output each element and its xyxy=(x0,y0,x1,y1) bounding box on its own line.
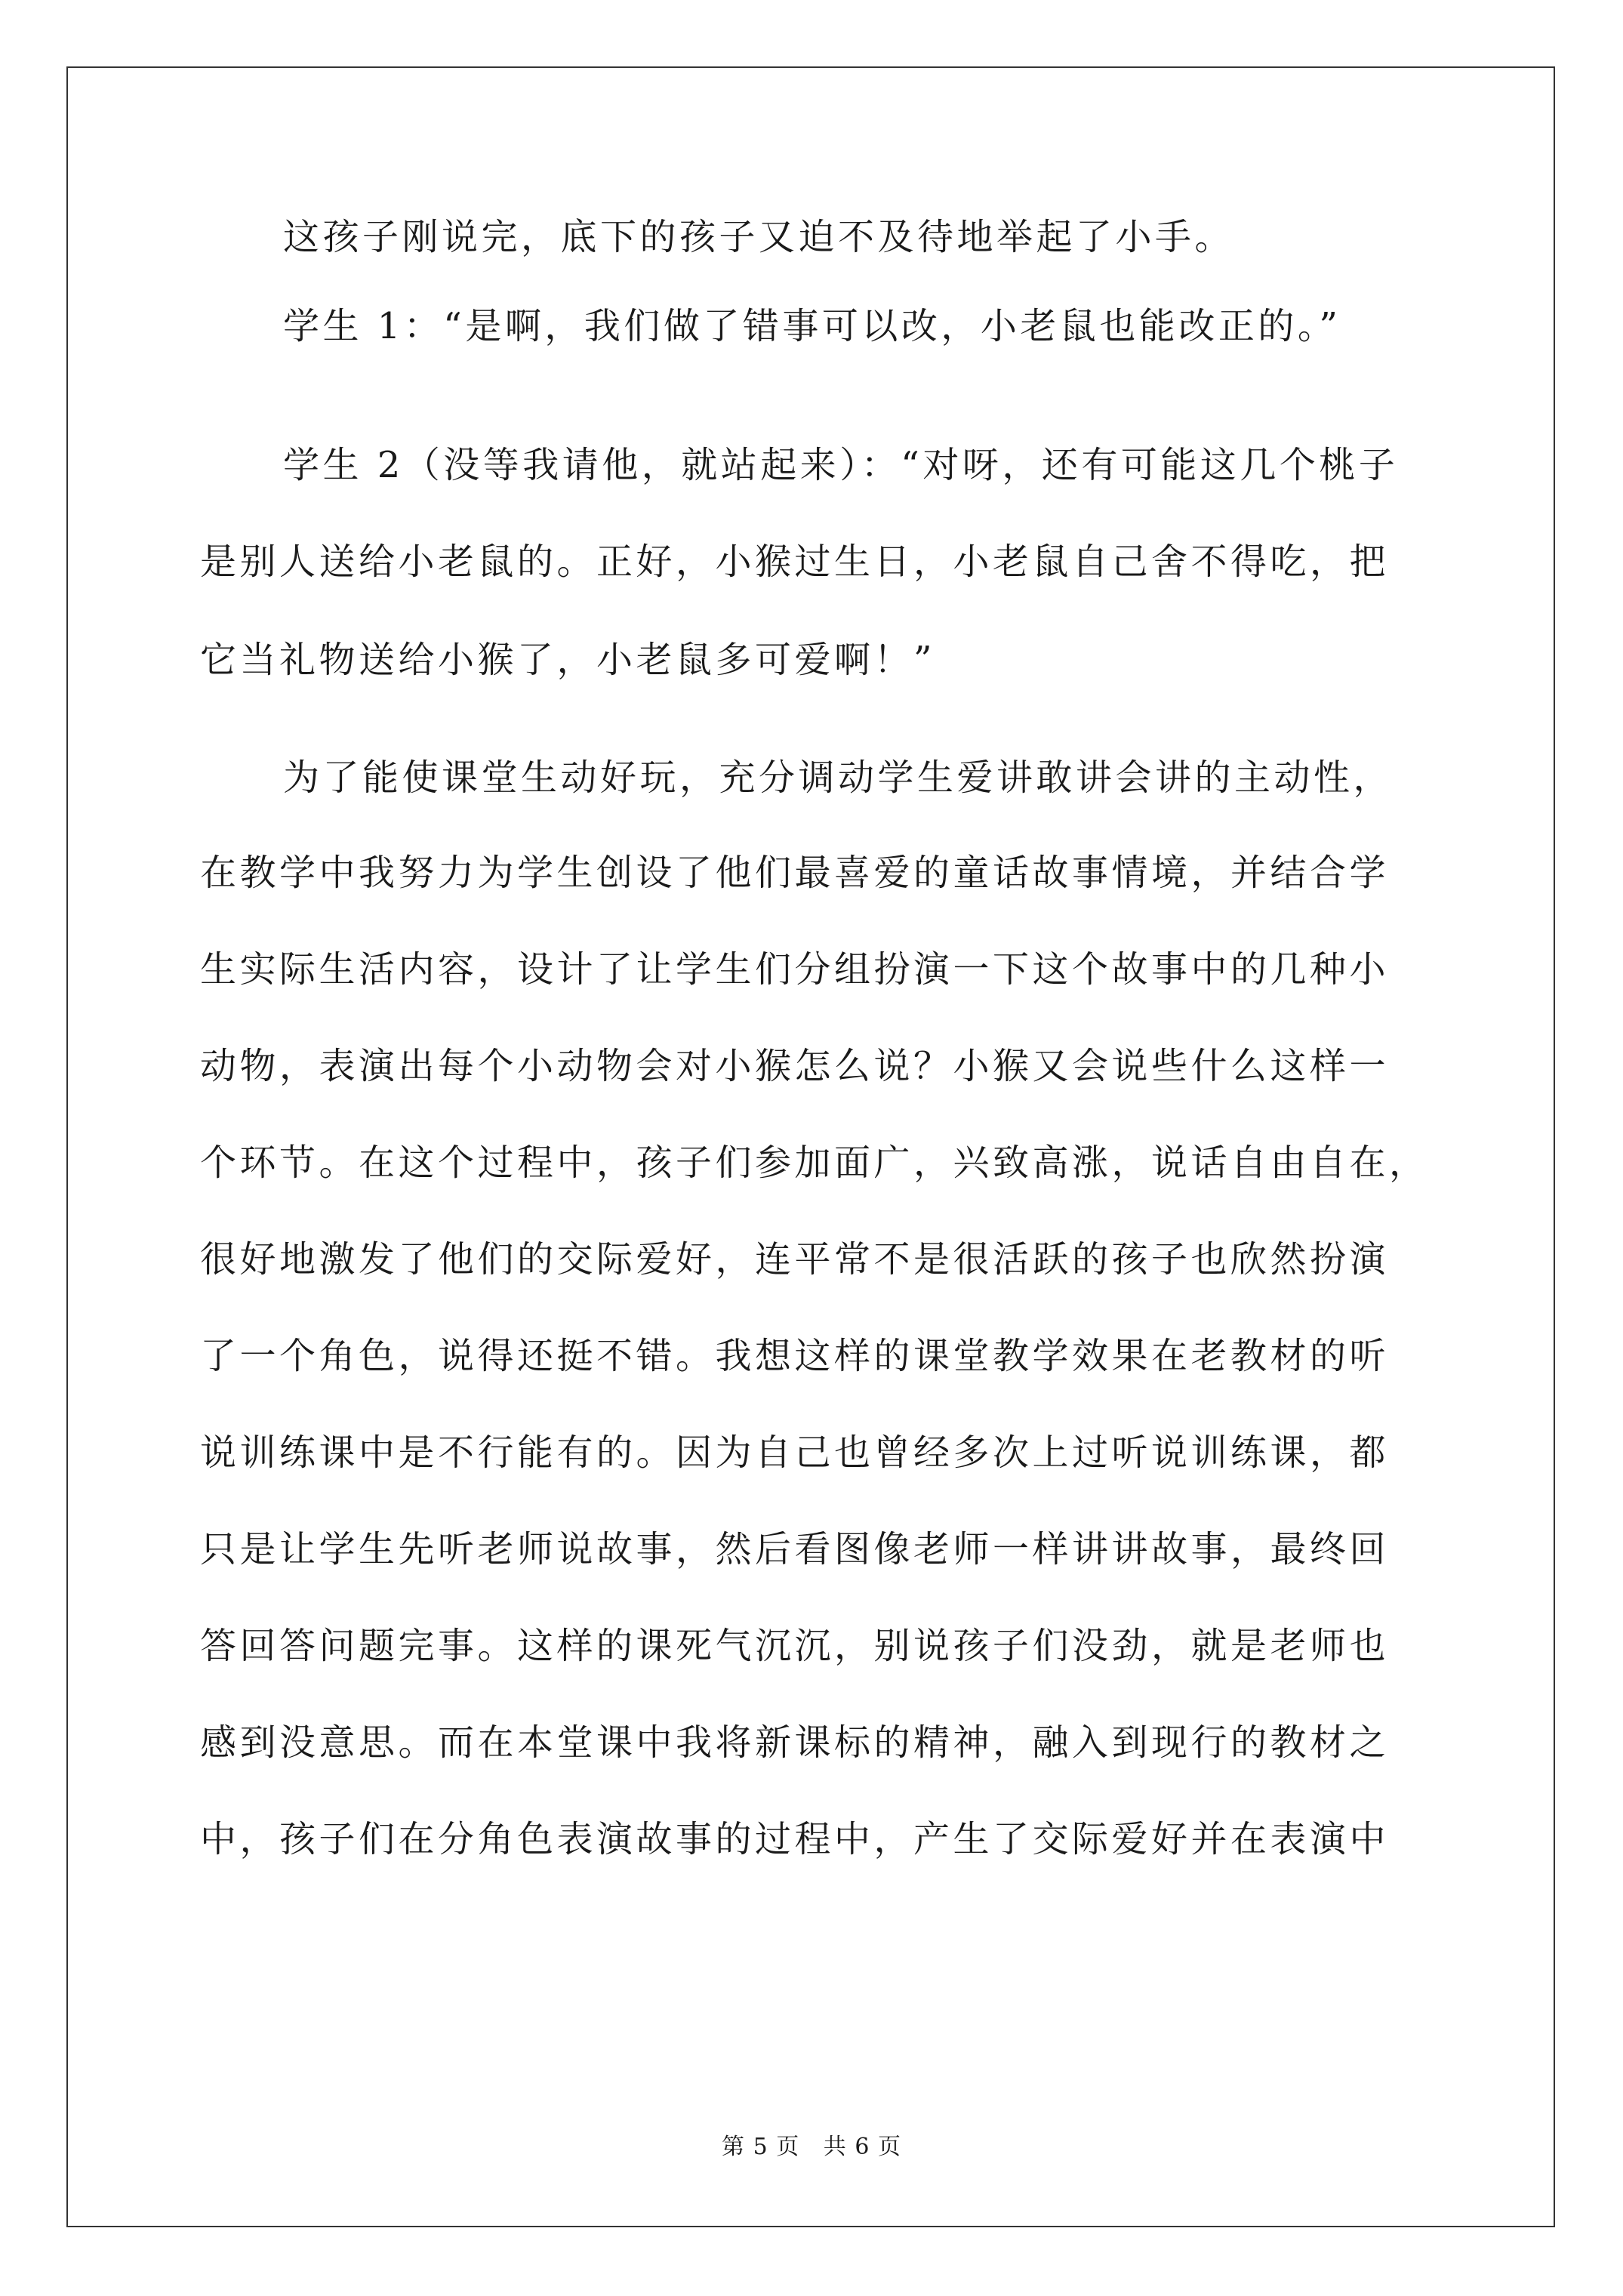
text-line: 很好地激发了他们的交际爱好，连平常不是很活跃的孩子也欣然扮演 xyxy=(200,1238,1390,1281)
text-line: 学生 2（没等我请他，就站起来）：“对呀，还有可能这几个桃子 xyxy=(283,444,1399,486)
text-line: 只是让学生先听老师说故事，然后看图像老师一样讲讲故事，最终回 xyxy=(200,1528,1390,1570)
text-line: 答回答问题完事。这样的课死气沉沉，别说孩子们没劲，就是老师也 xyxy=(200,1625,1390,1667)
text-line: 中，孩子们在分角色表演故事的过程中，产生了交际爱好并在表演中 xyxy=(200,1818,1390,1860)
text-line: 动物，表演出每个小动物会对小猴怎么说？小猴又会说些什么这样一 xyxy=(200,1045,1390,1087)
text-line: 这孩子刚说完，底下的孩子又迫不及待地举起了小手。 xyxy=(283,216,1235,258)
text-line: 个环节。在这个过程中，孩子们参加面广，兴致高涨，说话自由自在， xyxy=(200,1142,1429,1184)
text-line: 说训练课中是不行能有的。因为自己也曾经多次上过听说训练课，都 xyxy=(200,1432,1390,1474)
text-line: 感到没意思。而在本堂课中我将新课标的精神，融入到现行的教材之 xyxy=(200,1721,1390,1764)
text-line: 了一个角色，说得还挺不错。我想这样的课堂教学效果在老教材的听 xyxy=(200,1335,1390,1377)
text-line: 学生 1：“是啊，我们做了错事可以改，小老鼠也能改正的。” xyxy=(283,305,1341,347)
text-line: 为了能使课堂生动好玩，充分调动学生爱讲敢讲会讲的主动性， xyxy=(283,757,1394,799)
text-line: 在教学中我努力为学生创设了他们最喜爱的童话故事情境，并结合学 xyxy=(200,852,1390,894)
text-line: 它当礼物送给小猴了，小老鼠多可爱啊！” xyxy=(200,639,936,681)
page-number: 第 5 页 共 6 页 xyxy=(722,2134,901,2160)
text-line: 是别人送给小老鼠的。正好，小猴过生日，小老鼠自己舍不得吃，把 xyxy=(200,541,1390,583)
text-line: 生实际生活内容，设计了让学生们分组扮演一下这个故事中的几种小 xyxy=(200,948,1390,991)
